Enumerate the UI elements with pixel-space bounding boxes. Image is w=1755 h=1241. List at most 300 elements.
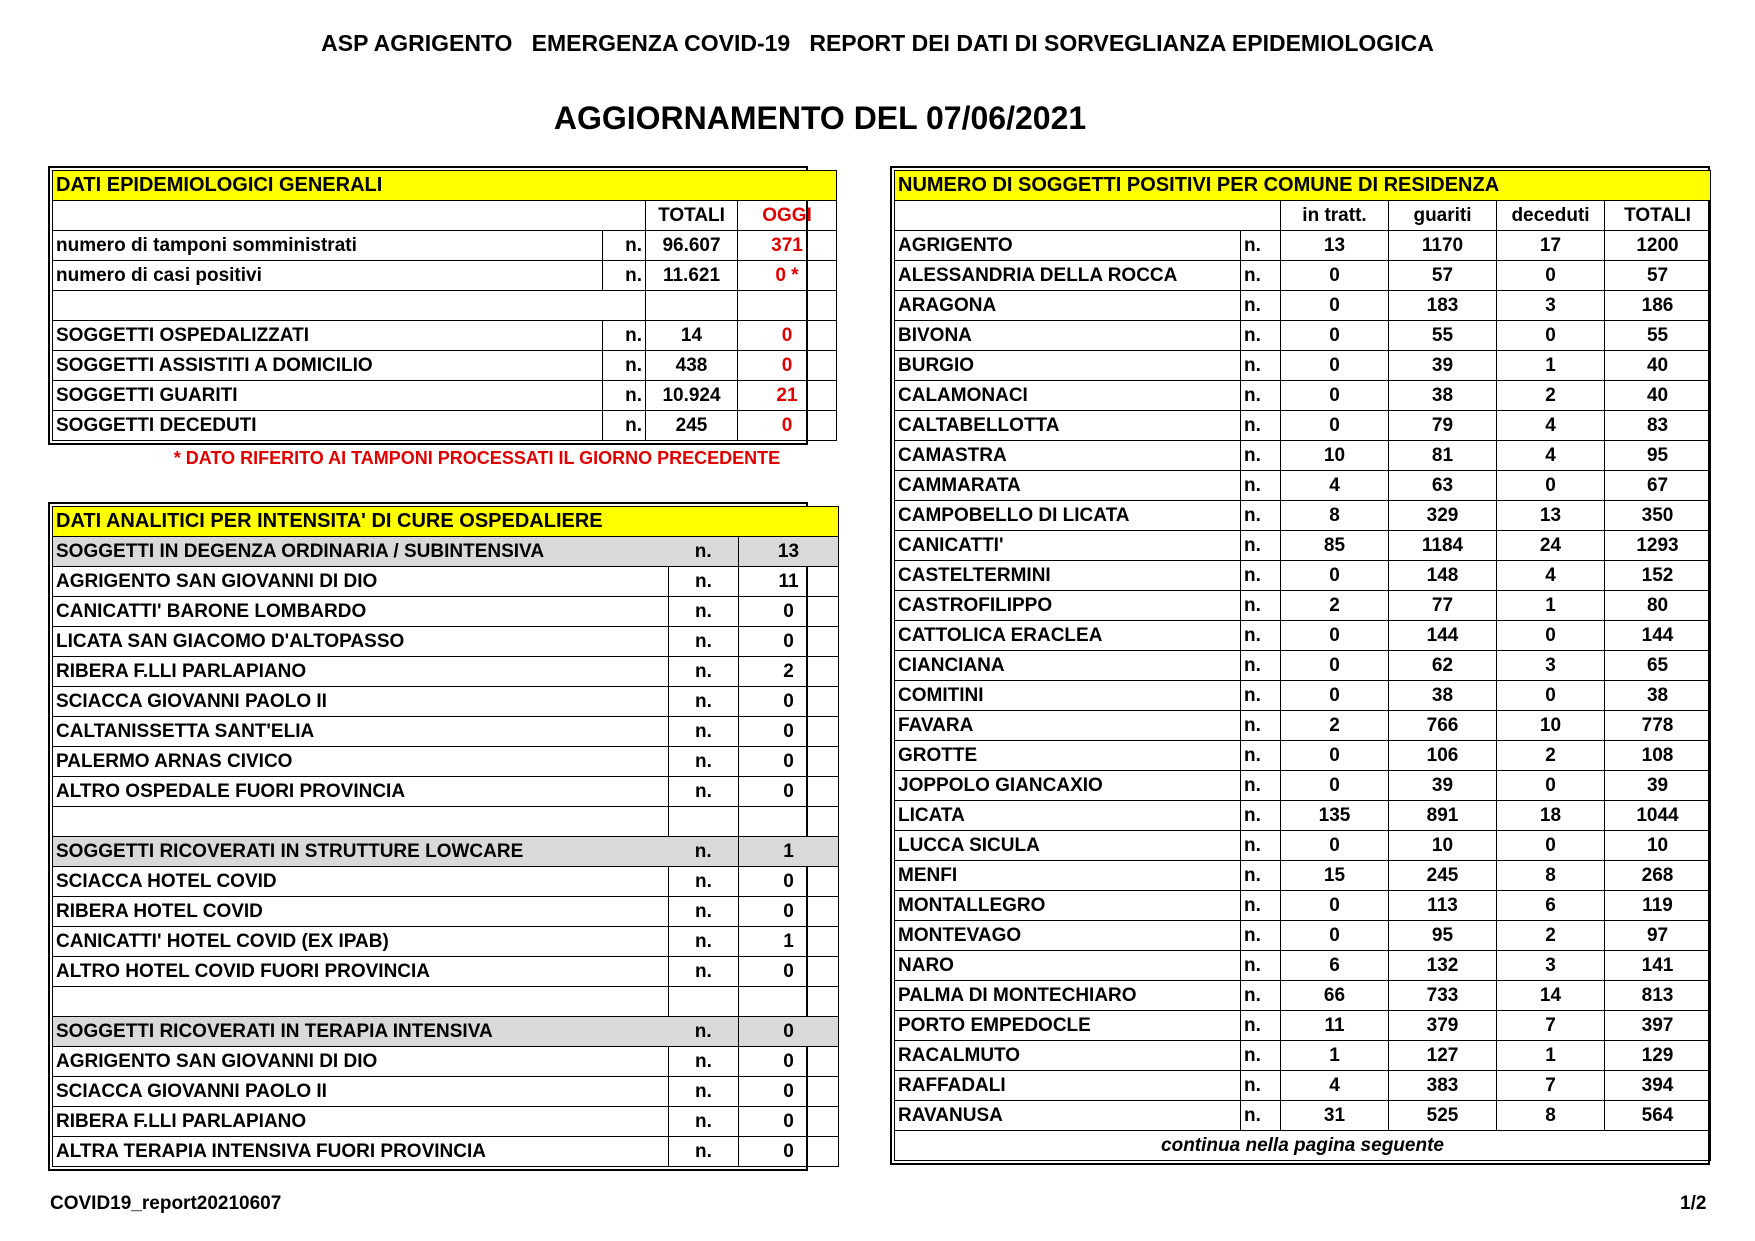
comune-row xyxy=(895,291,1711,321)
analytic-label: PALERMO ARNAS CIVICO xyxy=(53,747,669,777)
comuni-header-blank xyxy=(895,201,1281,231)
general-totali: 14 xyxy=(646,321,738,351)
analytic-value: 0 xyxy=(739,717,839,747)
analytic-label xyxy=(53,987,669,1017)
comune-n: n. xyxy=(1241,741,1281,771)
comune-n: n. xyxy=(1241,501,1281,531)
comune-n: n. xyxy=(1241,771,1281,801)
comune-deceduti: 0 xyxy=(1497,831,1605,861)
comune-totali: 186 xyxy=(1605,291,1711,321)
comune-in-tratt: 0 xyxy=(1281,561,1389,591)
comune-guariti: 63 xyxy=(1389,471,1497,501)
analytic-value: 1 xyxy=(739,927,839,957)
analytic-label: AGRIGENTO SAN GIOVANNI DI DIO xyxy=(53,1047,669,1077)
general-totali: 245 xyxy=(646,411,738,441)
general-note: * DATO RIFERITO AI TAMPONI PROCESSATI IL GIORNO PRECEDENTE xyxy=(173,448,781,468)
analytic-row xyxy=(53,537,839,567)
general-row xyxy=(53,321,837,351)
comune-row xyxy=(895,1071,1711,1101)
analytic-value xyxy=(739,987,839,1017)
comune-in-tratt: 2 xyxy=(1281,711,1389,741)
analytic-row xyxy=(53,717,839,747)
general-oggi: 371 xyxy=(738,231,837,261)
comune-in-tratt: 135 xyxy=(1281,801,1389,831)
comune-in-tratt: 0 xyxy=(1281,261,1389,291)
comune-name: LUCCA SICULA xyxy=(895,831,1241,861)
comune-n: n. xyxy=(1241,531,1281,561)
comune-row xyxy=(895,981,1711,1011)
analytic-value: 0 xyxy=(739,957,839,987)
analytic-label: RIBERA F.LLI PARLAPIANO xyxy=(53,657,669,687)
comune-in-tratt: 8 xyxy=(1281,501,1389,531)
analytic-value: 0 xyxy=(739,1077,839,1107)
analytic-label: RIBERA HOTEL COVID xyxy=(53,897,669,927)
comune-n: n. xyxy=(1241,651,1281,681)
update-date: AGGIORNAMENTO DEL 07/06/2021 xyxy=(553,100,1087,136)
general-label: SOGGETTI DECEDUTI xyxy=(53,411,603,441)
comune-n: n. xyxy=(1241,681,1281,711)
comune-totali: 778 xyxy=(1605,711,1711,741)
comune-row xyxy=(895,351,1711,381)
comune-deceduti: 0 xyxy=(1497,321,1605,351)
comune-totali: 129 xyxy=(1605,1041,1711,1071)
analytic-n: n. xyxy=(669,1107,739,1137)
comune-guariti: 113 xyxy=(1389,891,1497,921)
analytic-label: SCIACCA GIOVANNI PAOLO II xyxy=(53,1077,669,1107)
analytic-n: n. xyxy=(669,837,739,867)
analytic-value: 0 xyxy=(739,867,839,897)
comune-deceduti: 2 xyxy=(1497,381,1605,411)
comune-deceduti: 14 xyxy=(1497,981,1605,1011)
comune-deceduti: 4 xyxy=(1497,561,1605,591)
analytic-row xyxy=(53,657,839,687)
comune-totali: 40 xyxy=(1605,381,1711,411)
comune-guariti: 38 xyxy=(1389,681,1497,711)
analytic-value: 0 xyxy=(739,627,839,657)
comune-deceduti: 8 xyxy=(1497,1101,1605,1131)
general-label: SOGGETTI GUARITI xyxy=(53,381,603,411)
comune-guariti: 733 xyxy=(1389,981,1497,1011)
comune-totali: 144 xyxy=(1605,621,1711,651)
comune-guariti: 1170 xyxy=(1389,231,1497,261)
comune-guariti: 132 xyxy=(1389,951,1497,981)
comune-row xyxy=(895,801,1711,831)
comune-deceduti: 0 xyxy=(1497,471,1605,501)
comune-deceduti: 6 xyxy=(1497,891,1605,921)
comune-n: n. xyxy=(1241,561,1281,591)
analytic-title: DATI ANALITICI PER INTENSITA' DI CURE OSPEDALIERE xyxy=(53,507,839,537)
analytic-n: n. xyxy=(669,777,739,807)
general-blank-row xyxy=(53,291,837,321)
comune-guariti: 77 xyxy=(1389,591,1497,621)
comune-totali: 108 xyxy=(1605,741,1711,771)
comune-deceduti: 17 xyxy=(1497,231,1605,261)
analytic-n: n. xyxy=(669,1017,739,1047)
analytic-n: n. xyxy=(669,537,739,567)
comune-name: RACALMUTO xyxy=(895,1041,1241,1071)
analytic-n: n. xyxy=(669,1047,739,1077)
comune-in-tratt: 1 xyxy=(1281,1041,1389,1071)
analytic-label: RIBERA F.LLI PARLAPIANO xyxy=(53,1107,669,1137)
blank-cell xyxy=(53,291,603,321)
comune-row xyxy=(895,741,1711,771)
comune-in-tratt: 0 xyxy=(1281,681,1389,711)
analytic-value: 0 xyxy=(739,1017,839,1047)
comune-n: n. xyxy=(1241,411,1281,441)
comune-n: n. xyxy=(1241,951,1281,981)
comune-name: CAMMARATA xyxy=(895,471,1241,501)
comune-n: n. xyxy=(1241,891,1281,921)
comune-in-tratt: 6 xyxy=(1281,951,1389,981)
comune-deceduti: 7 xyxy=(1497,1011,1605,1041)
comune-deceduti: 10 xyxy=(1497,711,1605,741)
analytic-n: n. xyxy=(669,567,739,597)
general-totali: 11.621 xyxy=(646,261,738,291)
comune-row xyxy=(895,1101,1711,1131)
comune-totali: 95 xyxy=(1605,441,1711,471)
analytic-n: n. xyxy=(669,927,739,957)
comune-guariti: 144 xyxy=(1389,621,1497,651)
comune-row xyxy=(895,921,1711,951)
blank-cell xyxy=(646,291,738,321)
comune-totali: 57 xyxy=(1605,261,1711,291)
general-n: n. xyxy=(603,381,646,411)
comune-deceduti: 1 xyxy=(1497,351,1605,381)
comune-guariti: 379 xyxy=(1389,1011,1497,1041)
comune-guariti: 106 xyxy=(1389,741,1497,771)
analytic-label: LICATA SAN GIACOMO D'ALTOPASSO xyxy=(53,627,669,657)
general-label: numero di casi positivi xyxy=(53,261,603,291)
comune-name: CIANCIANA xyxy=(895,651,1241,681)
comune-name: CATTOLICA ERACLEA xyxy=(895,621,1241,651)
comune-row xyxy=(895,321,1711,351)
col-oggi: OGGI xyxy=(738,201,837,231)
comune-totali: 350 xyxy=(1605,501,1711,531)
analytic-label: SOGGETTI IN DEGENZA ORDINARIA / SUBINTENSIVA xyxy=(53,537,669,567)
comune-name: RAVANUSA xyxy=(895,1101,1241,1131)
general-oggi: 0 * xyxy=(738,261,837,291)
comune-in-tratt: 66 xyxy=(1281,981,1389,1011)
comune-row xyxy=(895,471,1711,501)
comune-in-tratt: 0 xyxy=(1281,891,1389,921)
analytic-value: 0 xyxy=(739,597,839,627)
comune-in-tratt: 31 xyxy=(1281,1101,1389,1131)
comune-in-tratt: 0 xyxy=(1281,651,1389,681)
analytic-row xyxy=(53,567,839,597)
continue-row xyxy=(895,1131,1711,1161)
comune-name: BIVONA xyxy=(895,321,1241,351)
general-label: SOGGETTI ASSISTITI A DOMICILIO xyxy=(53,351,603,381)
analytic-value: 2 xyxy=(739,657,839,687)
general-totali: 96.607 xyxy=(646,231,738,261)
comune-name: MONTALLEGRO xyxy=(895,891,1241,921)
comune-in-tratt: 0 xyxy=(1281,291,1389,321)
analytic-n xyxy=(669,807,739,837)
general-n: n. xyxy=(603,231,646,261)
comune-deceduti: 0 xyxy=(1497,681,1605,711)
comune-guariti: 148 xyxy=(1389,561,1497,591)
analytic-label: ALTRO HOTEL COVID FUORI PROVINCIA xyxy=(53,957,669,987)
comune-in-tratt: 15 xyxy=(1281,861,1389,891)
comuni-table xyxy=(890,166,1710,1165)
report-title: ASP AGRIGENTO EMERGENZA COVID-19 REPORT DEI DATI DI SORVEGLIANZA EPIDEMIOLOGICA xyxy=(321,30,1434,56)
comune-row xyxy=(895,621,1711,651)
analytic-n: n. xyxy=(669,657,739,687)
comune-n: n. xyxy=(1241,471,1281,501)
comune-row xyxy=(895,411,1711,441)
comune-in-tratt: 0 xyxy=(1281,351,1389,381)
analytic-n: n. xyxy=(669,1137,739,1167)
general-n: n. xyxy=(603,411,646,441)
analytic-table xyxy=(48,502,808,1171)
comune-deceduti: 4 xyxy=(1497,411,1605,441)
comune-guariti: 79 xyxy=(1389,411,1497,441)
general-table xyxy=(48,166,812,445)
doc-id: COVID19_report20210607 xyxy=(50,1193,282,1214)
comune-row xyxy=(895,711,1711,741)
comune-row xyxy=(895,261,1711,291)
analytic-value: 0 xyxy=(739,1047,839,1077)
analytic-n: n. xyxy=(669,747,739,777)
col-totali-comuni: TOTALI xyxy=(1605,201,1711,231)
analytic-n: n. xyxy=(669,627,739,657)
comune-n: n. xyxy=(1241,381,1281,411)
analytic-blank-row xyxy=(53,807,839,837)
comune-row xyxy=(895,501,1711,531)
comune-row xyxy=(895,1041,1711,1071)
comune-totali: 38 xyxy=(1605,681,1711,711)
analytic-value: 13 xyxy=(739,537,839,567)
comune-name: NARO xyxy=(895,951,1241,981)
comune-deceduti: 4 xyxy=(1497,441,1605,471)
analytic-row xyxy=(53,747,839,777)
analytic-value xyxy=(739,807,839,837)
comune-n: n. xyxy=(1241,621,1281,651)
comune-name: CALTABELLOTTA xyxy=(895,411,1241,441)
analytic-value: 0 xyxy=(739,897,839,927)
analytic-row xyxy=(53,687,839,717)
comune-row xyxy=(895,441,1711,471)
comune-guariti: 62 xyxy=(1389,651,1497,681)
blank-cell xyxy=(738,291,837,321)
comune-totali: 80 xyxy=(1605,591,1711,621)
comune-in-tratt: 0 xyxy=(1281,381,1389,411)
general-totali: 438 xyxy=(646,351,738,381)
comune-name: ALESSANDRIA DELLA ROCCA xyxy=(895,261,1241,291)
analytic-n: n. xyxy=(669,687,739,717)
comune-deceduti: 2 xyxy=(1497,741,1605,771)
comune-deceduti: 24 xyxy=(1497,531,1605,561)
col-deceduti: deceduti xyxy=(1497,201,1605,231)
comune-in-tratt: 4 xyxy=(1281,1071,1389,1101)
comuni-title: NUMERO DI SOGGETTI POSITIVI PER COMUNE DI RESIDENZA xyxy=(895,171,1711,201)
col-totali: TOTALI xyxy=(646,201,738,231)
analytic-n xyxy=(669,987,739,1017)
comune-totali: 55 xyxy=(1605,321,1711,351)
comune-row xyxy=(895,651,1711,681)
analytic-n: n. xyxy=(669,717,739,747)
general-oggi: 0 xyxy=(738,411,837,441)
general-title: DATI EPIDEMIOLOGICI GENERALI xyxy=(53,171,837,201)
analytic-n: n. xyxy=(669,867,739,897)
comune-row xyxy=(895,681,1711,711)
comune-name: MONTEVAGO xyxy=(895,921,1241,951)
comune-n: n. xyxy=(1241,1011,1281,1041)
analytic-label: CALTANISSETTA SANT'ELIA xyxy=(53,717,669,747)
analytic-row xyxy=(53,897,839,927)
comune-row xyxy=(895,231,1711,261)
comune-row xyxy=(895,831,1711,861)
comune-name: ARAGONA xyxy=(895,291,1241,321)
comune-totali: 65 xyxy=(1605,651,1711,681)
comune-deceduti: 0 xyxy=(1497,621,1605,651)
analytic-label: SOGGETTI RICOVERATI IN STRUTTURE LOWCARE xyxy=(53,837,669,867)
analytic-label: AGRIGENTO SAN GIOVANNI DI DIO xyxy=(53,567,669,597)
analytic-row xyxy=(53,627,839,657)
comune-row xyxy=(895,1011,1711,1041)
comune-in-tratt: 13 xyxy=(1281,231,1389,261)
comune-deceduti: 1 xyxy=(1497,591,1605,621)
comune-totali: 564 xyxy=(1605,1101,1711,1131)
analytic-n: n. xyxy=(669,1077,739,1107)
comune-n: n. xyxy=(1241,291,1281,321)
comune-name: CAMASTRA xyxy=(895,441,1241,471)
comune-n: n. xyxy=(1241,1071,1281,1101)
comune-totali: 141 xyxy=(1605,951,1711,981)
comune-in-tratt: 0 xyxy=(1281,771,1389,801)
comune-row xyxy=(895,771,1711,801)
analytic-value: 0 xyxy=(739,747,839,777)
general-row xyxy=(53,411,837,441)
general-oggi: 21 xyxy=(738,381,837,411)
comune-deceduti: 0 xyxy=(1497,771,1605,801)
comune-row xyxy=(895,561,1711,591)
comune-totali: 1200 xyxy=(1605,231,1711,261)
comune-guariti: 55 xyxy=(1389,321,1497,351)
analytic-row xyxy=(53,777,839,807)
comune-totali: 268 xyxy=(1605,861,1711,891)
comune-guariti: 766 xyxy=(1389,711,1497,741)
general-label: numero di tamponi somministrati xyxy=(53,231,603,261)
comune-deceduti: 3 xyxy=(1497,291,1605,321)
comune-totali: 67 xyxy=(1605,471,1711,501)
comune-name: CANICATTI' xyxy=(895,531,1241,561)
analytic-row xyxy=(53,1107,839,1137)
comune-deceduti: 7 xyxy=(1497,1071,1605,1101)
comune-totali: 1044 xyxy=(1605,801,1711,831)
comune-n: n. xyxy=(1241,441,1281,471)
general-row xyxy=(53,231,837,261)
analytic-n: n. xyxy=(669,957,739,987)
comune-n: n. xyxy=(1241,921,1281,951)
general-header-blank xyxy=(53,201,646,231)
comune-name: BURGIO xyxy=(895,351,1241,381)
comune-guariti: 39 xyxy=(1389,351,1497,381)
comune-in-tratt: 85 xyxy=(1281,531,1389,561)
general-n: n. xyxy=(603,321,646,351)
comune-in-tratt: 4 xyxy=(1281,471,1389,501)
comune-in-tratt: 0 xyxy=(1281,621,1389,651)
general-label: SOGGETTI OSPEDALIZZATI xyxy=(53,321,603,351)
comune-n: n. xyxy=(1241,321,1281,351)
analytic-n: n. xyxy=(669,897,739,927)
general-totali: 10.924 xyxy=(646,381,738,411)
comune-row xyxy=(895,891,1711,921)
general-n: n. xyxy=(603,261,646,291)
comune-deceduti: 18 xyxy=(1497,801,1605,831)
comune-name: AGRIGENTO xyxy=(895,231,1241,261)
comune-name: FAVARA xyxy=(895,711,1241,741)
comune-guariti: 38 xyxy=(1389,381,1497,411)
general-oggi: 0 xyxy=(738,321,837,351)
analytic-n: n. xyxy=(669,597,739,627)
comune-guariti: 329 xyxy=(1389,501,1497,531)
comune-deceduti: 1 xyxy=(1497,1041,1605,1071)
comune-deceduti: 3 xyxy=(1497,651,1605,681)
comune-totali: 152 xyxy=(1605,561,1711,591)
continue-note: continua nella pagina seguente xyxy=(895,1131,1711,1161)
comune-deceduti: 0 xyxy=(1497,261,1605,291)
comune-n: n. xyxy=(1241,261,1281,291)
comune-totali: 83 xyxy=(1605,411,1711,441)
comune-totali: 10 xyxy=(1605,831,1711,861)
comune-row xyxy=(895,531,1711,561)
comune-n: n. xyxy=(1241,981,1281,1011)
comune-guariti: 891 xyxy=(1389,801,1497,831)
comune-name: LICATA xyxy=(895,801,1241,831)
comune-in-tratt: 0 xyxy=(1281,321,1389,351)
comune-totali: 394 xyxy=(1605,1071,1711,1101)
comune-n: n. xyxy=(1241,861,1281,891)
analytic-row xyxy=(53,837,839,867)
comune-guariti: 95 xyxy=(1389,921,1497,951)
comune-row xyxy=(895,861,1711,891)
comune-in-tratt: 0 xyxy=(1281,741,1389,771)
analytic-label: CANICATTI' BARONE LOMBARDO xyxy=(53,597,669,627)
analytic-label: SCIACCA GIOVANNI PAOLO II xyxy=(53,687,669,717)
analytic-label: SCIACCA HOTEL COVID xyxy=(53,867,669,897)
comune-guariti: 127 xyxy=(1389,1041,1497,1071)
comune-in-tratt: 10 xyxy=(1281,441,1389,471)
general-row xyxy=(53,351,837,381)
analytic-value: 1 xyxy=(739,837,839,867)
comune-guariti: 81 xyxy=(1389,441,1497,471)
comune-n: n. xyxy=(1241,1101,1281,1131)
comune-n: n. xyxy=(1241,831,1281,861)
analytic-label: ALTRO OSPEDALE FUORI PROVINCIA xyxy=(53,777,669,807)
comune-name: CASTROFILIPPO xyxy=(895,591,1241,621)
comune-deceduti: 8 xyxy=(1497,861,1605,891)
comune-guariti: 10 xyxy=(1389,831,1497,861)
comune-deceduti: 3 xyxy=(1497,951,1605,981)
comune-guariti: 57 xyxy=(1389,261,1497,291)
analytic-value: 0 xyxy=(739,777,839,807)
comune-guariti: 245 xyxy=(1389,861,1497,891)
comune-n: n. xyxy=(1241,711,1281,741)
comune-n: n. xyxy=(1241,591,1281,621)
page-number: 1/2 xyxy=(1680,1193,1707,1214)
comune-name: CASTELTERMINI xyxy=(895,561,1241,591)
comune-deceduti: 13 xyxy=(1497,501,1605,531)
comune-n: n. xyxy=(1241,231,1281,261)
comune-totali: 40 xyxy=(1605,351,1711,381)
comune-name: JOPPOLO GIANCAXIO xyxy=(895,771,1241,801)
comune-name: CALAMONACI xyxy=(895,381,1241,411)
analytic-label: ALTRA TERAPIA INTENSIVA FUORI PROVINCIA xyxy=(53,1137,669,1167)
analytic-row xyxy=(53,1137,839,1167)
comune-name: CAMPOBELLO DI LICATA xyxy=(895,501,1241,531)
comune-row xyxy=(895,381,1711,411)
